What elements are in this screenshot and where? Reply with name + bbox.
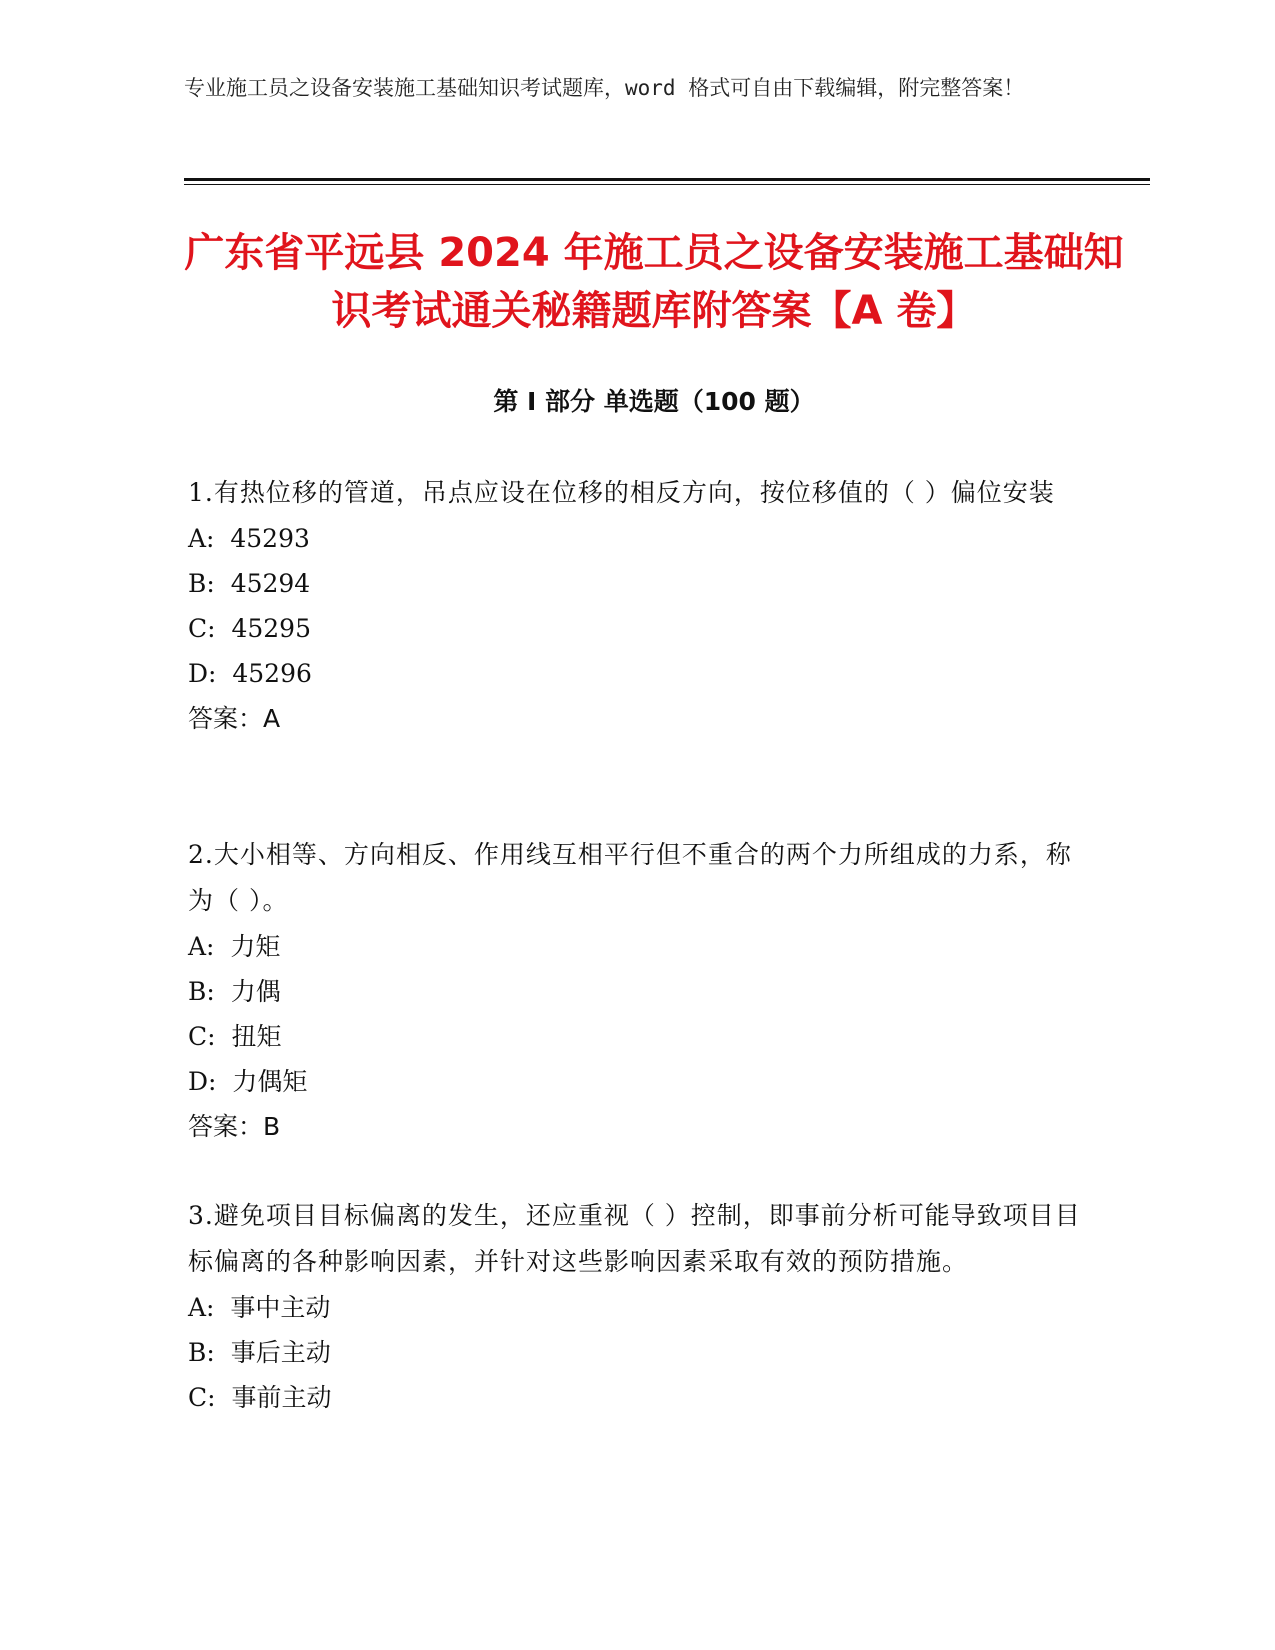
question-3	[188, 1193, 1088, 1420]
option-c: C: 扭矩	[188, 1022, 282, 1051]
document-title: 广东省平远县 2024 年施工员之设备安装施工基础知识考试通关秘籍题库附答案【A 卷】	[184, 230, 1124, 334]
header-note: 专业施工员之设备安装施工基础知识考试题库，word 格式可自由下载编辑，附完整答案！	[184, 76, 1025, 100]
header-divider-thick	[184, 178, 1150, 181]
question-stem: 3.避免项目目标偏离的发生，还应重视（ ）控制，即事前分析可能导致项目目标偏离的各种影响因素，并针对这些影响因素采取有效的预防措施。	[188, 1201, 1081, 1276]
header-divider-thin	[184, 184, 1150, 185]
option-c: C: 事前主动	[188, 1383, 332, 1412]
option-a: A: 事中主动	[188, 1293, 331, 1322]
question-stem: 1.有热位移的管道，吊点应设在位移的相反方向，按位移值的（ ）偏位安装	[188, 478, 1055, 507]
question-2	[188, 832, 1088, 1150]
question-1	[188, 470, 1088, 742]
option-b: B: 45294	[188, 569, 311, 598]
option-d: D: 力偶矩	[188, 1067, 308, 1096]
option-c: C: 45295	[188, 614, 311, 643]
option-b: B: 力偶	[188, 977, 281, 1006]
option-d: D: 45296	[188, 659, 312, 688]
option-a: A: 力矩	[188, 932, 281, 961]
option-a: A: 45293	[188, 524, 310, 553]
question-stem: 2.大小相等、方向相反、作用线互相平行但不重合的两个力所组成的力系，称为（ ）。	[188, 840, 1072, 915]
answer: 答案：A	[188, 704, 281, 733]
answer: 答案：B	[188, 1112, 281, 1141]
option-b: B: 事后主动	[188, 1338, 331, 1367]
section-title: 第 I 部分 单选题（100 题）	[493, 387, 815, 416]
